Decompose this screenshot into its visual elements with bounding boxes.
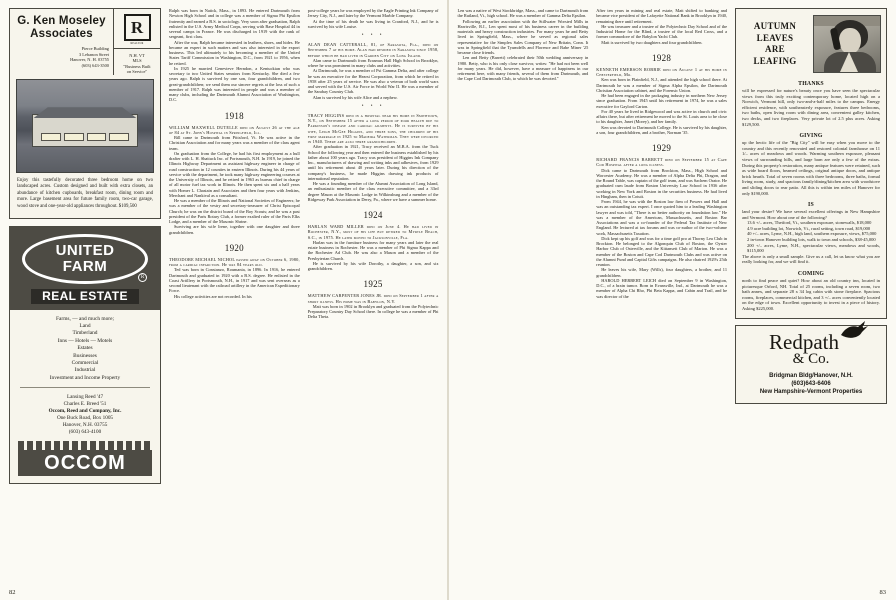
category-3: Inns — Hotels — Motels [57, 337, 113, 344]
section-separator: • • • [361, 103, 385, 109]
paragraph: Len and Betty (Barrett) celebrated their 50th wedding anniversary in 1980. Betty, who is his only close survivor, writes: "He had not been well for many years. He did, however, have a measure of happiness in our retirement here, with many friends, several of them from Dartmouth, and the Cape Cod Dartmouth Club, to which he was devoted." [457, 55, 589, 82]
contact-0: Lansing Reed '47 [66, 394, 104, 401]
united-farm-line2: FARM [62, 257, 108, 275]
text-column-4 [458, 8, 589, 575]
class-year-heading-1918: 1918 [224, 110, 244, 121]
paragraph: THEODORE MICHAEL NICHOL passed away on October 6, 1980, from a cardiac infarction. He was 84 years old. [169, 256, 300, 267]
paragraph: WILLIAM MAXWELL DUTELLE died on August 26 at the age of 84 at St. John's Hospital in Springfield, Ill. [169, 124, 300, 135]
flying-duck-icon [839, 319, 869, 343]
listing-item: 13.6 +/– acres, Thetford, Vt., southern exposure, stonewalls, $18,000 [747, 220, 872, 226]
category-7: Industrial [74, 367, 96, 374]
category-8: Investment and Income Property [49, 374, 121, 381]
occom-address-1: One Buck Road, Box 1005 [56, 415, 114, 422]
united-farm-oval [22, 234, 148, 284]
paragraph: land your desire? We have several excellent offerings in New Hampshire and Vermont. How about one of the following? [742, 209, 880, 220]
paragraph: He was treasurer and a trustee of the Polytechnic Day School and of the Industrial Home for the Blind, a trustee of the local Red Cross, and a former commodore of the Babylon Yacht Club. [596, 23, 727, 40]
headline-line-3: ARE [765, 44, 785, 54]
moseley-address-line-1: Pierce Building [81, 46, 109, 51]
ad-column-left [9, 8, 161, 596]
redpath-phone: (603)643-6406 [791, 380, 831, 387]
category-5: Businesses [73, 352, 97, 359]
moseley-phone: (603) 643-3500 [81, 62, 109, 68]
paragraph: TRACY HIGGINS died in a hospital near his home in Smithtown, N.Y., on September 15 after a long period of poor health due to Parkinson's disease and cardiac ailments. He is survived by his wife, Leigh McGee Higgins, and three sons, the children of his first marriage in 1925 to Madeira Waterman. They were divorced in 1940. There are also three grandchildren. [307, 112, 439, 144]
column-2-continued [169, 8, 300, 103]
paragraph: In 1925 he married Genevieve Herndon, a Kentuckian who was secretary to two United States senators from Kentucky. She died a few years ago. Ralph is survived by one son, four grandchildren, and two great-grandchildren; we send them our sincere regrets at the loss of such a member of 1917. Ralph was interested in people and was a member of many clubs, including the Dartmouth Alumni Association of Washington, D.C. [169, 65, 300, 103]
headline-line-1: AUTUMN [753, 21, 797, 31]
ad-column-right [735, 8, 887, 596]
agent-photo [813, 15, 881, 73]
united-farm-real-estate: REAL ESTATE [31, 289, 139, 304]
realtor-r-glyph: R [130, 18, 144, 37]
paragraph: On graduation from the College, he had his first employment as a hull drafter with L. H. Shattuck Inc. of Portsmouth, N.H. In 1919, he joined the Illinois Highway Department as assistant highway engineer in charge of road construction in 12 counties in eastern Illinois. During his 44 years of service with the department, he took many highway engineering courses at the University of Illinois, and he retired in 1963 as bureau chief in charge of all motor fuel tax work in Illinois. He then spent six and a half years with Homer L. Chastain and Associates and then four years with Jenkins, Merchant and Nankival as a consultant. [169, 150, 300, 198]
moseley-ad-body: Enjoy this tastefully decorated three bedroom home on two landscaped acres. Custom designed and built with extra closets, an abundance of kitchen cupboards, breakfast room, dining room and more. Large basement area for future family room, two-car garage, wood stove and one-year-old appliances throughout. $109,500 [17, 177, 153, 209]
paragraph: Alan came to Dartmouth from Erasmus Hall High School in Brooklyn, where he was prominent in many clubs and activities. [307, 57, 439, 68]
paragraph: After graduation in 1921, Tracy received an M.B.A. from the Tuck School the following year and then entered the business established by his father about 100 years ago. Tracy was president of Higgins Ink Company Inc., manufacturers of drawing and writing inks and adhesives, from 1929 until his retirement about 40 years later. During his direction of the company's business, he made Higgins drawing ink products of international reputation. [307, 144, 439, 181]
paragraph: He was a founding member of the Alumni Association of Long Island, an enthusiastic member of the class executive committee, and a 33rd degree Mason at the Masonic Lodge in Wilkinsburg and a member of the Ridgeway Park Association in Derry, Pa., where we have a summer home. [307, 181, 439, 202]
redpath-brand-name [769, 329, 853, 354]
redpath-co-text: & Co. [792, 350, 830, 367]
category-2: Timberland [72, 330, 98, 337]
ad-moseley[interactable] [9, 8, 161, 219]
redpath-brand-box[interactable] [735, 325, 887, 404]
obituary-1929 [596, 157, 727, 299]
paragraph: After ten years in mining and real estate, Matt shifted to banking and became vice president of the Lafayette National Bank in Brooklyn in 1940, remaining there until retirement. [596, 8, 728, 24]
paragraph: Surviving are his wife Irene, together with one daughter and three grandchildren. [169, 224, 300, 235]
listing-item: 40 +/– acres, Lyme, N.H., high land, southern exposure, views, $75,000 [747, 231, 877, 237]
redpath-section-head-giving: GIVING [799, 133, 823, 140]
paragraph: Dick came to Dartmouth from Brockton, Mass., High School and Worcester Academy. He was a member of Alpha Delta Phi, Dragon, and the Round Table, was captain of the golf team, and was Sachem Orator. He graduated cum laude from Boston University Law School in 1936 after working in New York and Boston in the securities business. He had lived in Hingham, then in Cotuit. [596, 167, 727, 199]
occom-phone: (603) 643-4100 [68, 429, 102, 436]
listing-item: 2 in-town Hanover building lots, walk to town and schools, $38-45,000 [747, 237, 876, 243]
left-page-number: 82 [9, 589, 16, 596]
class-year-heading-1925: 1925 [363, 279, 383, 290]
section-separator: • • • [361, 33, 385, 38]
paragraph: MATTHEW CARPENTER JONES JR. died on September 1 after a short illness. His home was in Babylon, N.Y. [307, 293, 439, 304]
paragraph: Ted was born in Constanzo, Roumania, in 1896. In 1916, he entered Dartmouth and graduated in 1920 with a B.S. degree. He enlisted in the Coast Artillery in Portsmouth, N.H., in 1917 and was sent overseas as a second lieutenant with the railroad artillery in the American Expeditionary Force. [169, 267, 300, 294]
category-6: Commercial [71, 360, 99, 367]
category-0: Farms, — and much more; [56, 315, 114, 322]
redpath-section-head-coming: COMING [797, 271, 825, 278]
moseley-title-line1: G. Ken Moseley [17, 15, 106, 27]
paragraph: will be expressed for nature's beauty once you have seen the spectacular views from this truly exciting contemporary home, located high on a Norwich, Vermont hill, only two-and-a-half miles to the campus. Energy efficient residence, with southeasterly exposure, features three bedrooms, two baths, open living room with dining area, convenient galley kitchen, two decks, and two fireplaces. Very private lot of 2.5 plus acres. Asking $129,500. [742, 88, 880, 127]
ad-united-farm[interactable] [9, 226, 161, 485]
united-farm-line1: UNITED [55, 241, 115, 259]
paragraph: At Dartmouth, he was a member of Psi Gamma Delta, and after college he was an executive for the Hearst Corporation, from which he retired in 1958 after 25 years of service. He was also a veteran of both world wars and served with the U.S. Air Force in World War II. He was a member of the Sarabay Country Club. [307, 68, 439, 95]
paragraph: HAROLD HERBERT LEICH died on September 9 in Washington, D.C., of a brain tumor. Born in Evansville, Ind., at Dartmouth he was a member of Alpha Chi Rho, Phi Beta Kappa, and Cabin and Trail, and he was director of the [596, 277, 727, 299]
class-year-heading-1929: 1929 [652, 143, 672, 153]
moseley-mls-block [114, 48, 160, 75]
paragraph: Ralph was born in Natick, Mass., in 1893. He entered Dartmouth from Newton High School and in college was a member of Sigma Phi Epsilon fraternity and earned a B.S. in sociology. Very soon after graduation, Ralph enlisted in the U.S. Army Medical Corps, serving with Base Hospital 44 in several camps in France. He was discharged in 1919 with the rank of sergeant, first class. [169, 8, 300, 40]
paragraph: Alan is survived by his wife Alice and a nephew. [312, 94, 398, 100]
paragraph: He had been engaged in the packaging industry in northern New Jersey since graduation. From 1945 until his retirement in 1974, he was a sales executive for Gaylord Carton. [596, 93, 727, 109]
united-farm-categories [10, 310, 160, 388]
occom-logo [18, 441, 152, 476]
mls-line-4: on Service" [126, 69, 148, 75]
redpath-address [741, 372, 881, 396]
paragraph: Dick kept up his golf and was for a time golf pro at Thorny Lea Club in Brockton. He belonged to the Algonquin Club of Boston, the Oyster Harbor Club of Osterville, and the Kittansett Club of Marion. He was a member of the Boston and Cape Cod Dartmouth Clubs and was active on the Alumni Fund and Capital Gifts campaigns. He also chaired 1929's 25th reunion. [596, 235, 727, 267]
obituary-1920 [169, 257, 300, 299]
right-page-number: 83 [879, 589, 886, 596]
moseley-name-block [10, 9, 113, 75]
paragraph: Len was a native of West Stockbridge, Mass., and came to Dartmouth from the Rutland, Vt., high school. He was a member of Gamma Delta Epsilon. [457, 8, 589, 19]
paragraph: Ken was devoted to Dartmouth College. He is survived by his daughter, a son, four grandchildren, and a brother, Norman '35. [596, 124, 727, 135]
occom-brand-text: OCCOM [44, 452, 126, 475]
house-photo [16, 79, 154, 173]
class-year-heading-1920: 1920 [224, 242, 244, 253]
redpath-section-head-thanks: THANKS [798, 81, 824, 87]
redpath-section-body-is [736, 209, 886, 265]
paragraph: From 1944, he was with the Boston law firm of Powers and Hall and was an outstanding tax expert. I once quoted him to a leading Washington lawyer and was told, "There is no better authority on foundation law." He was a member of the American, Massachusetts, and Boston Bar Associations and was a co-founder of the Federal Tax Institute of New England. He lectured at tax forums and was co-author of the two-volume work, Massachusetts Taxation. [596, 199, 727, 236]
redpath-section-body-coming [736, 278, 886, 318]
paragraph: Bill came to Dartmouth from Pittsford, Vt. He was active in the Christian Association and for many years was a member of the class agent team. [169, 135, 300, 151]
redpath-section-head-is: IS [808, 202, 814, 209]
paragraph: The above is only a small sample. Give us a call, let us know what you are really looking for, and we will find it. [742, 253, 880, 265]
mls-line-2: MLS [132, 58, 142, 64]
redpath-headline-block [736, 9, 886, 75]
page-gutter [447, 0, 449, 600]
moseley-address-line-3: Hanover, N. H. 03755 [70, 57, 109, 63]
paragraph: He was a member of the Illinois and National Societies of Engineers; he was a member of the vestry and secretary-treasurer of Christ Episcopal Church; he was on the district board of the Boy Scouts; and he was a past president of the Paris Rotary Club, a former exalted ruler of the Paris Elks Lodge, and a member of the Masonic Shrine. [169, 198, 300, 224]
redpath-wordmark: Redpath [769, 329, 839, 354]
occom-contact-block [10, 392, 160, 441]
mls-line-1: N.H. VT [129, 53, 145, 58]
moseley-address [14, 41, 109, 68]
ad-redpath[interactable] [735, 8, 887, 319]
column-3-continued [308, 8, 439, 29]
obituary-higgins [308, 113, 439, 202]
paragraph: He is survived by his wife Dorothy, a daughter, a son, and six grandchildren. [307, 260, 439, 271]
house-windows [41, 133, 128, 141]
paragraph: Harlan was in the furniture business for many years and later the real estate business in Rochester. He was a member of Phi Sigma Kappa and the Rochester Ad Club. He was also a Mason and a member of the Presbyterian Church. [307, 239, 439, 261]
paragraph: HARLAN WARD MILLER died on June 4. He had lived in Rochester, N.Y., most of his life but retired to Myrtle Beach, S.C., in 1975. He later moved to Jacksonville, Fla. [307, 224, 439, 240]
realtor-label: REALTOR [130, 42, 144, 45]
column-5-continued [596, 8, 727, 45]
paragraph: Ken was born in Plainfield, N.J., and attended the high school there. At Dartmouth he was a member of Sigma Alpha Epsilon, the Dartmouth Christian Association cabinet, and the Forensic Union. [596, 77, 727, 93]
category-1: Land [79, 323, 91, 329]
united-farm-logo [10, 227, 160, 310]
obituary-catterall [308, 42, 439, 100]
redpath-address-line-1: Bridgman Bldg/Hanover, N.H. [769, 372, 853, 379]
text-column-3 [308, 8, 439, 575]
moseley-title-line2: Associates [30, 28, 93, 40]
paragraph: For 40 years he lived in Ridgewood and was active in church and civic affairs there, but after retirement he moved to the St. Louis area to be close to his daughter, Janet (Morey), and her family. [596, 108, 727, 125]
obituary-1918 [169, 125, 300, 235]
obituary-1928 [596, 67, 727, 135]
paragraph: Matt was born in 1902 in Brooklyn and graduated from the Polytechnic Preparatory Country Day School there. In college he was a member of Phi Delta Theta. [307, 303, 439, 320]
moseley-realtor-block [113, 9, 160, 75]
paragraph: up the hectic life of the "Big City" will be easy when you move to the country and this recently renovated and restored colonial farmhouse on 11 1/– acres of meadows and woods. Warming southern exposure, pleasant views of surrounding hills, and large barn are only a few of the extras. During this property's restoration, many antique features were retained, such as wide board floors, beamed ceilings, original antique doors, and antique brick hearth. Total of seven rooms with three bedrooms, three baths, formal living room, study, and spacious family/dining/kitchen area with woodstove and sliding doors to rear patio. All this is within ten miles of Hanover for only $190,000. [742, 140, 880, 196]
redpath-section-body-giving [736, 140, 886, 196]
obituary-1925 [308, 293, 439, 319]
text-column-5 [596, 8, 727, 575]
paragraph: RICHARD FRANCIS BARRETT died on September 15 at Cape Cod Hospital after a long illness. [596, 157, 727, 168]
paragraph: Matt is survived by two daughters and four grandchildren. [601, 39, 703, 45]
paragraph: He leaves his wife, Mary (Wills), four daughters, a brother, and 11 grandchildren. [596, 267, 727, 278]
column-4-continued [458, 8, 589, 82]
photo-face [839, 28, 861, 54]
right-page [448, 0, 896, 600]
registered-trademark-icon: R [138, 273, 147, 282]
headline-line-4: LEAFING [753, 55, 797, 66]
left-page-columns [0, 0, 448, 596]
paragraph: At the time of his death he was living in Cranford, N.J., and he is survived by his wife Louise. [307, 18, 439, 29]
moseley-header [10, 9, 160, 75]
text-column-2 [169, 8, 300, 575]
paragraph: After the war, Ralph became interested in leathers, shoes, and hides. He became an expert in such matters and was also interested in the export business. This led ultimately to his becoming a member of the United States Tariff Commission in Washington, D.C., from 1921 to 1956, when he retired. [169, 39, 300, 66]
paragraph: ALAN DEAN CATTERALL, 81, of Sarasota, Fla., died on September 7 at his home. Alan had resided in Sarasota since 1958, before which he had lived in Garden City on Long Island. [307, 42, 439, 58]
listing-item: 200 +/– acres, Lyme, N.H., spectacular views, meadows and woods, $115,000 [747, 242, 880, 254]
right-page-columns [449, 0, 896, 596]
occom-address-2: Hanover, N.H. 03755 [62, 422, 108, 429]
paragraph: north to find peace and quiet? How about an old country inn, located in picturesque Orford, NH. Total of 25 rooms, including a seven room, two bath annex, and separate 28 x 34 log cabin with stone fireplace. Spacious rooms, fireplaces, commercial kitchen, and 3 +/– acres conveniently located on the edge of town. Excellent opportunity to invest in a piece of history. Asking $225,000. [742, 278, 880, 311]
obituary-1924 [308, 224, 439, 271]
paragraph: Following an earlier association with the Stillwater Worsted Mills in Harrisville, R.I., Len spent most of his business career in the building materials and heavy construction industries. For many years he and Betty lived in Springfield, Mass., where he served as regional sales representative for the Simplex Sales Company of New Britain, Conn. It was in Springfield that the Tyumdells and Florence and Babe Miner '25 became close friends. [457, 18, 589, 55]
realtor-logo-icon [124, 14, 151, 41]
moseley-address-line-2: 3 Lebanon Street [79, 51, 109, 57]
category-4: Estates [77, 345, 93, 352]
divider [20, 387, 150, 388]
contact-1: Charles E. Breed '51 [63, 401, 107, 408]
listing-item: 4.9 acre building lot, Norwich, Vt., rural setting, town road, $19,000 [747, 225, 871, 231]
occom-logo-teeth [18, 441, 152, 450]
class-year-heading-1924: 1924 [363, 210, 383, 220]
paragraph: post-college years he was employed by the Eagle Printing Ink Company of Jersey City, N.J., and later by the Vermont Marble Company. [307, 8, 439, 19]
paragraph: KENNETH EMERSON ROBBIE died on August 1 at his home in Chesterfield, Mo. [596, 66, 727, 77]
redpath-headline [741, 21, 809, 67]
redpath-tagline: New Hampshire-Vermont Properties [759, 388, 863, 395]
headline-line-2: LEAVES [756, 32, 794, 43]
redpath-section-body-thanks [736, 88, 886, 127]
occom-company-name: Occom, Reed and Company, Inc. [48, 408, 122, 415]
mls-line-3: "Business Built [123, 63, 151, 69]
paragraph: His college activities are not recorded. In his [174, 293, 252, 299]
class-year-heading-1928: 1928 [652, 52, 672, 63]
